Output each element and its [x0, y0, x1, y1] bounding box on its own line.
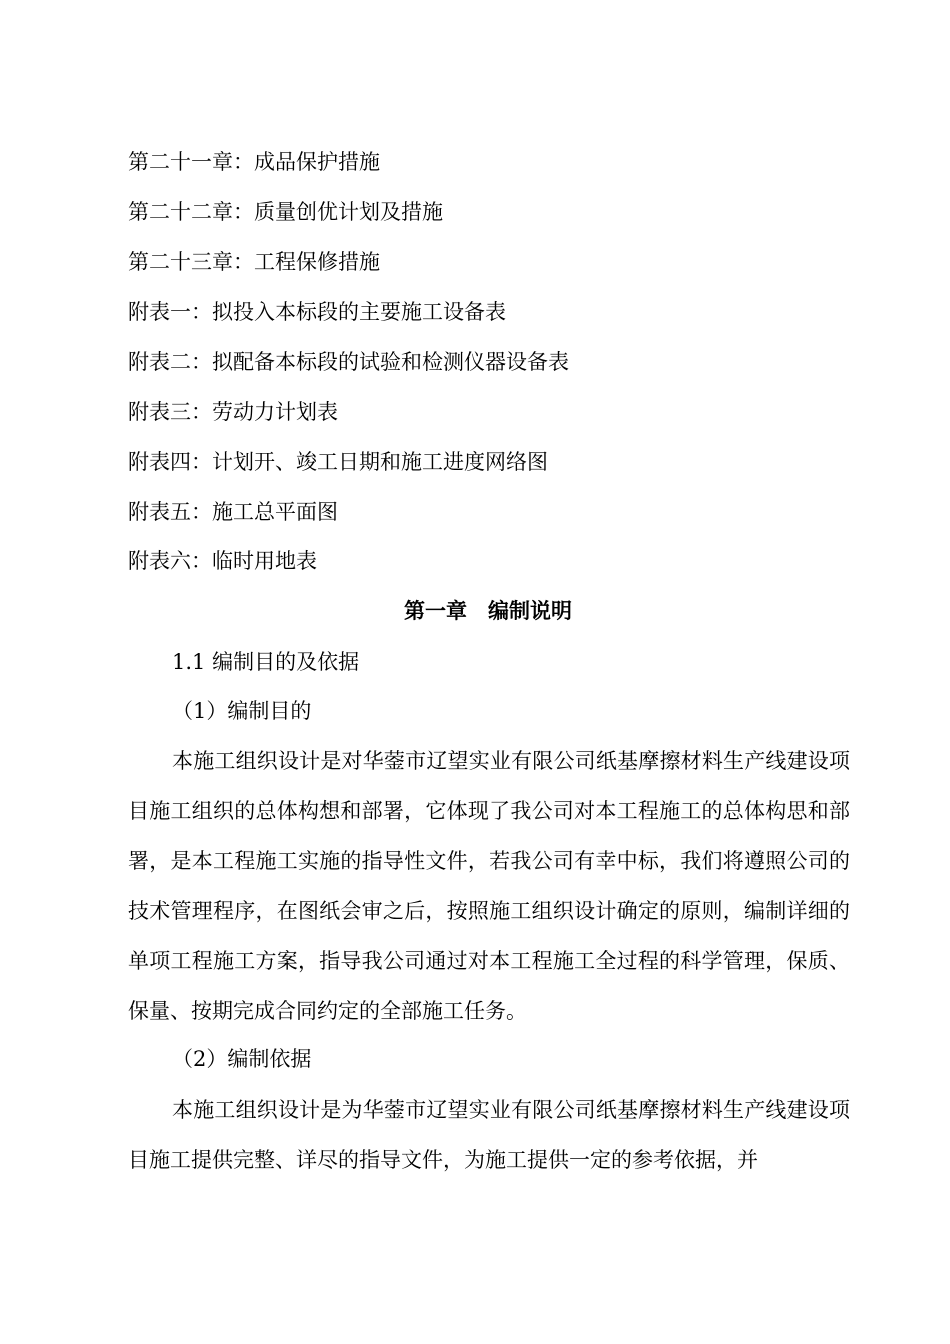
toc-entry-appendix-5: 附表五：施工总平面图 — [128, 500, 338, 524]
toc-entry-appendix-4: 附表四：计划开、竣工日期和施工进度网络图 — [128, 450, 548, 474]
chapter-title: 第一章 编制说明 — [404, 598, 572, 623]
toc-entry-chapter-22: 第二十二章：质量创优计划及措施 — [128, 200, 443, 224]
toc-entry-appendix-3: 附表三：劳动力计划表 — [128, 400, 338, 424]
paragraph-basis: 本施工组织设计是为华蓥市辽望实业有限公司纸基摩擦材料生产线建设项目施工提供完整、详尽的指导文件，为施工提供一定的参考依据，并 — [128, 1098, 850, 1172]
toc-entry-chapter-23: 第二十三章：工程保修措施 — [128, 250, 380, 274]
subsection-heading-basis: （2）编制依据 — [172, 1047, 312, 1071]
toc-entry-appendix-6: 附表六：临时用地表 — [128, 549, 317, 573]
toc-entry-chapter-21: 第二十一章：成品保护措施 — [128, 150, 380, 174]
subsection-heading-purpose: （1）编制目的 — [172, 699, 312, 723]
section-heading: 1.1 编制目的及依据 — [172, 650, 360, 674]
paragraph-purpose: 本施工组织设计是对华蓥市辽望实业有限公司纸基摩擦材料生产线建设项目施工组织的总体构想和部署，它体现了我公司对本工程施工的总体构思和部署，是本工程施工实施的指导性文件，若我公司有幸中标，我们将遵照公司的技术管理程序，在图纸会审之后，按照施工组织设计确定的原则，编制详细的单项工程施工方案，指导我公司通过对本工程施工全过程的科学管理，保质、保量、按期完成合同约定的全部施工任务。 — [128, 749, 850, 1023]
toc-entry-appendix-1: 附表一：拟投入本标段的主要施工设备表 — [128, 300, 506, 324]
toc-entry-appendix-2: 附表二：拟配备本标段的试验和检测仪器设备表 — [128, 350, 569, 374]
